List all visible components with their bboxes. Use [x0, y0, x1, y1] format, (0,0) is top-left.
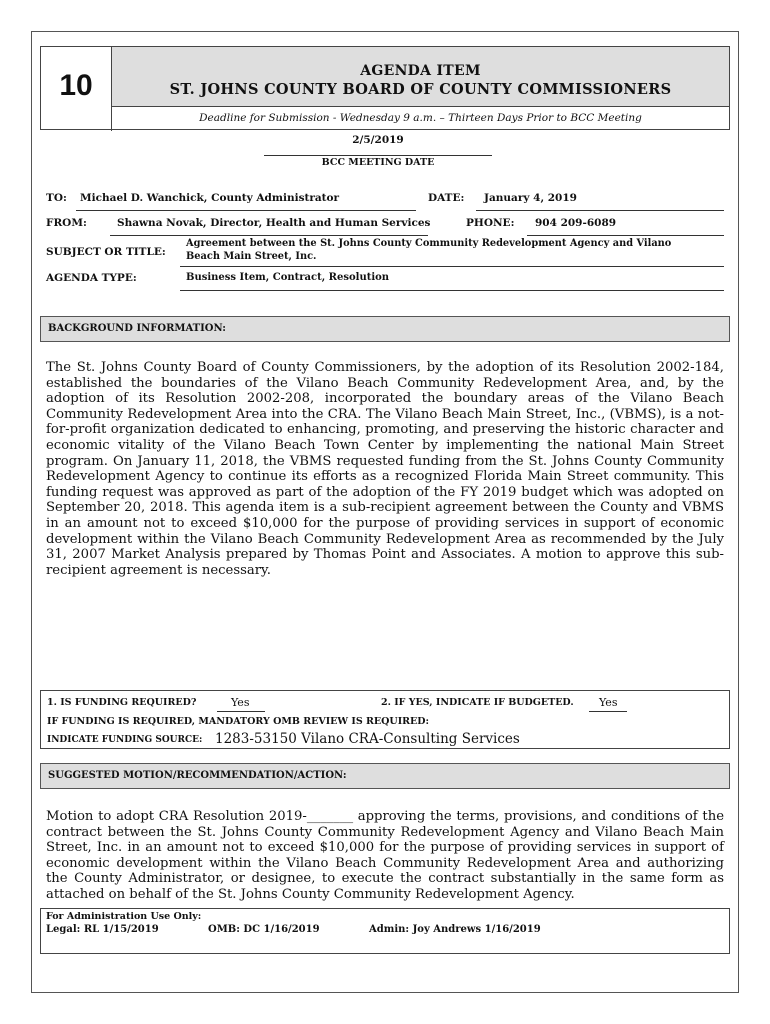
phone-underline [527, 235, 724, 236]
background-heading: BACKGROUND INFORMATION: [40, 316, 730, 342]
from-label: FROM: [46, 217, 87, 229]
subject-underline [180, 266, 724, 267]
agenda-type-label: AGENDA TYPE: [46, 272, 137, 284]
motion-text: Motion to adopt CRA Resolution 2019-_______ approving the terms, provisions, and conditions of the contract between the St. Johns County Community Redevelopment Agency and Vilano Beach Main Street, Inc. in an amount not to exceed $10,000 for the purpose of providing services in support of economic development within the Vilano Beach Community Redevelopment Area and authorizing the County Administrator, or designee, to execute the contract substantially in the same form as attached on behalf of the St. Johns County Community Redevelopment Agency. [46, 809, 724, 902]
motion-heading: SUGGESTED MOTION/RECOMMENDATION/ACTION: [40, 763, 730, 789]
funding-source-label: INDICATE FUNDING SOURCE: [47, 735, 203, 745]
deadline-note: Deadline for Submission - Wednesday 9 a.m. – Thirteen Days Prior to BCC Meeting [199, 112, 642, 124]
subject-value-line-2: Beach Main Street, Inc. [186, 251, 317, 262]
budgeted-underline [589, 711, 627, 712]
title-box [112, 47, 729, 107]
funding-source-value: 1283-53150 Vilano CRA-Consulting Services [215, 731, 520, 747]
admin-use-heading: For Administration Use Only: [46, 911, 202, 922]
date-value: January 4, 2019 [484, 192, 577, 204]
admin-approval: Admin: Joy Andrews 1/16/2019 [369, 924, 541, 935]
phone-label: PHONE: [466, 217, 515, 229]
funding-required-underline [217, 711, 265, 712]
budgeted-label: 2. IF YES, INDICATE IF BUDGETED. [381, 697, 574, 708]
to-label: TO: [46, 192, 67, 204]
from-underline [110, 235, 428, 236]
subject-label: SUBJECT OR TITLE: [46, 246, 166, 258]
background-text: The St. Johns County Board of County Commissioners, by the adoption of its Resolution 2002-184, established the boundaries of the Vilano Beach Community Redevelopment Area, and, by the adoption of its Resolution 2002-208, incorporated the boundary areas of the Vilano Beach Community Redevelopment Area into the CRA. The Vilano Beach Main Street, Inc., (VBMS), is a not-for-profit organization dedicated to enhancing, promoting, and preserving the historic character and economic vitality of the Vilano Beach Town Center by implementing the national Main Street program. On January 11, 2018, the VBMS requested funding from the St. Johns County Community Redevelopment Agency to continue its efforts as a recognized Florida Main Street community. This funding request was approved as part of the adoption of the FY 2019 budget which was adopted on September 20, 2018. This agenda item is a sub-recipient agreement between the County and VBMS in an amount not to exceed $10,000 for the purpose of providing services in support of economic development within the Vilano Beach Community Redevelopment Area as recommended by the July 31, 2007 Market Analysis prepared by Thomas Point and Associates. A motion to approve this sub-recipient agreement is necessary. [46, 360, 724, 578]
legal-approval: Legal: RL 1/15/2019 [46, 924, 159, 935]
budgeted-value: Yes [599, 696, 618, 709]
phone-value: 904 209-6089 [535, 217, 617, 229]
to-underline [76, 210, 416, 211]
agenda-type-underline [180, 290, 724, 291]
agenda-header [40, 46, 730, 130]
admin-use-box [40, 908, 730, 954]
agenda-type-value: Business Item, Contract, Resolution [186, 272, 390, 283]
funding-required-value: Yes [231, 696, 250, 709]
date-underline [476, 210, 724, 211]
omb-approval: OMB: DC 1/16/2019 [208, 924, 320, 935]
funding-required-label: 1. IS FUNDING REQUIRED? [47, 697, 197, 708]
funding-box [40, 690, 730, 749]
title-line-2: ST. JOHNS COUNTY BOARD OF COUNTY COMMISSIONERS [169, 81, 672, 98]
date-label: DATE: [428, 192, 465, 204]
omb-review-note: IF FUNDING IS REQUIRED, MANDATORY OMB REVIEW IS REQUIRED: [47, 716, 430, 727]
agenda-item-number: 10 [41, 47, 112, 131]
meeting-date-label: BCC MEETING DATE [321, 157, 435, 168]
to-value: Michael D. Wanchick, County Administrator [80, 192, 340, 204]
from-value: Shawna Novak, Director, Health and Human Services [117, 217, 431, 229]
title-line-1: AGENDA ITEM [360, 63, 481, 79]
meeting-date-value: 2/5/2019 [352, 134, 404, 146]
subject-value-line-1: Agreement between the St. Johns County Community Redevelopment Agency and Vilano [186, 238, 672, 249]
meeting-date-underline [264, 155, 492, 156]
